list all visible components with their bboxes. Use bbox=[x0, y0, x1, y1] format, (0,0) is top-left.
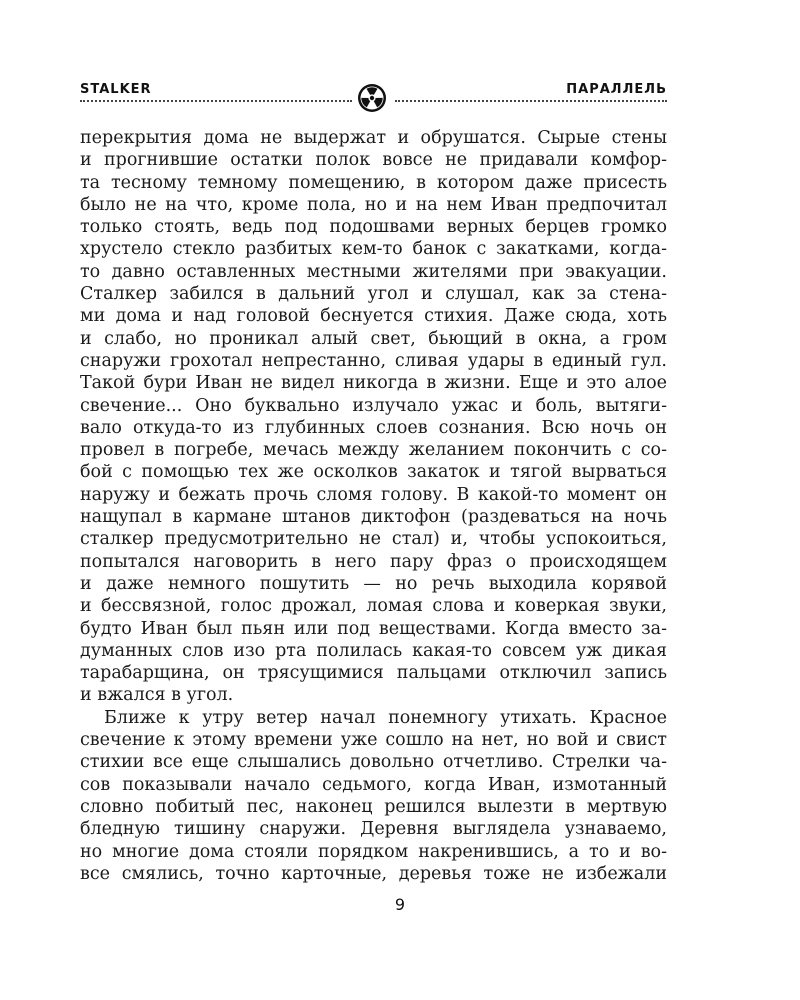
text-line: и бессвязной, голос дрожал, ломая слова и коверкая звуки, bbox=[80, 596, 667, 617]
text-line: тарабарщина, он трясущимися пальцами отключил запись bbox=[80, 663, 667, 684]
text-line: та тесному темному помещению, в котором даже присесть bbox=[80, 172, 667, 193]
text-line: но многие дома стояли порядком накренившись, а то и во- bbox=[80, 841, 667, 862]
page-number: 9 bbox=[394, 895, 406, 914]
text-line: было не на что, кроме пола, но и на нем Иван предпочитал bbox=[80, 194, 667, 215]
text-line: нащупал в кармане штанов диктофон (раздеваться на ночь bbox=[80, 507, 667, 528]
running-header bbox=[80, 78, 667, 108]
text-line: бледную тишину снаружи. Деревня выглядела узнаваемо, bbox=[80, 819, 667, 840]
text-line: ми дома и над головой беснуется стихия. Даже сюда, хоть bbox=[80, 306, 667, 327]
text-line: то давно оставленных местными жителями при эвакуации. bbox=[80, 261, 667, 282]
text-line: Ближе к утру ветер начал понемногу утихать. Красное bbox=[104, 707, 667, 728]
radiation-icon bbox=[356, 82, 388, 114]
text-line: думанных слов изо рта полилась какая-то совсем уж дикая bbox=[80, 640, 667, 661]
header-divider-right bbox=[395, 100, 667, 102]
text-line: вало откуда-то из глубинных слоев сознания. Всю ночь он bbox=[80, 417, 667, 438]
text-line: наружу и бежать прочь сломя голову. В какой-то момент он bbox=[80, 484, 667, 505]
text-line: только стоять, ведь под подошвами верных берцев громко bbox=[80, 217, 667, 238]
text-line: и прогнившие остатки полок вовсе не придавали комфор- bbox=[80, 150, 667, 171]
text-line: словно побитый пес, наконец решился вылезти в мертвую bbox=[80, 796, 667, 817]
text-line: и слабо, но проникал алый свет, бьющий в окна, а гром bbox=[80, 328, 667, 349]
body-text bbox=[80, 127, 667, 885]
text-line: все смялись, точно карточные, деревья тоже не избежали bbox=[80, 863, 667, 884]
text-line: будто Иван был пьян или под веществами. Когда вместо за- bbox=[80, 618, 667, 639]
text-line: перекрытия дома не выдержат и обрушатся. Сырые стены bbox=[80, 128, 667, 148]
text-line: попытался наговорить в него пару фраз о происходящем bbox=[80, 551, 667, 572]
text-line: Такой бури Иван не видел никогда в жизни. Еще и это алое bbox=[80, 373, 667, 394]
book-title: ПАРАЛЛЕЛЬ bbox=[566, 82, 667, 97]
text-line: снаружи грохотал непрестанно, сливая удары в единый гул. bbox=[80, 350, 667, 371]
text-line: сталкер предусмотрительно не стал) и, чтобы успокоиться, bbox=[80, 529, 667, 550]
text-line: бой с помощью тех же осколков закаток и тягой вырваться bbox=[80, 462, 667, 483]
text-line: стихии все еще слышались довольно отчетливо. Стрелки ча- bbox=[80, 752, 667, 773]
header-divider-left bbox=[80, 100, 352, 102]
text-line: свечение... Оно буквально излучало ужас и боль, вытяги- bbox=[80, 395, 667, 416]
text-line: сов показывали начало седьмого, когда Иван, измотанный bbox=[80, 774, 667, 795]
text-line: хрустело стекло разбитых кем-то банок с закатками, когда- bbox=[80, 239, 667, 260]
text-line: и вжался в угол. bbox=[80, 685, 234, 706]
text-line: Сталкер забился в дальний угол и слушал, как за стена- bbox=[80, 284, 667, 305]
series-title: STALKER bbox=[80, 82, 152, 97]
text-line: провел в погребе, мечась между желанием покончить с со- bbox=[80, 440, 667, 461]
text-line: свечение к этому времени уже сошло на нет, но вой и свист bbox=[80, 730, 667, 751]
text-line: и даже немного пошутить — но речь выходила корявой bbox=[80, 573, 667, 594]
